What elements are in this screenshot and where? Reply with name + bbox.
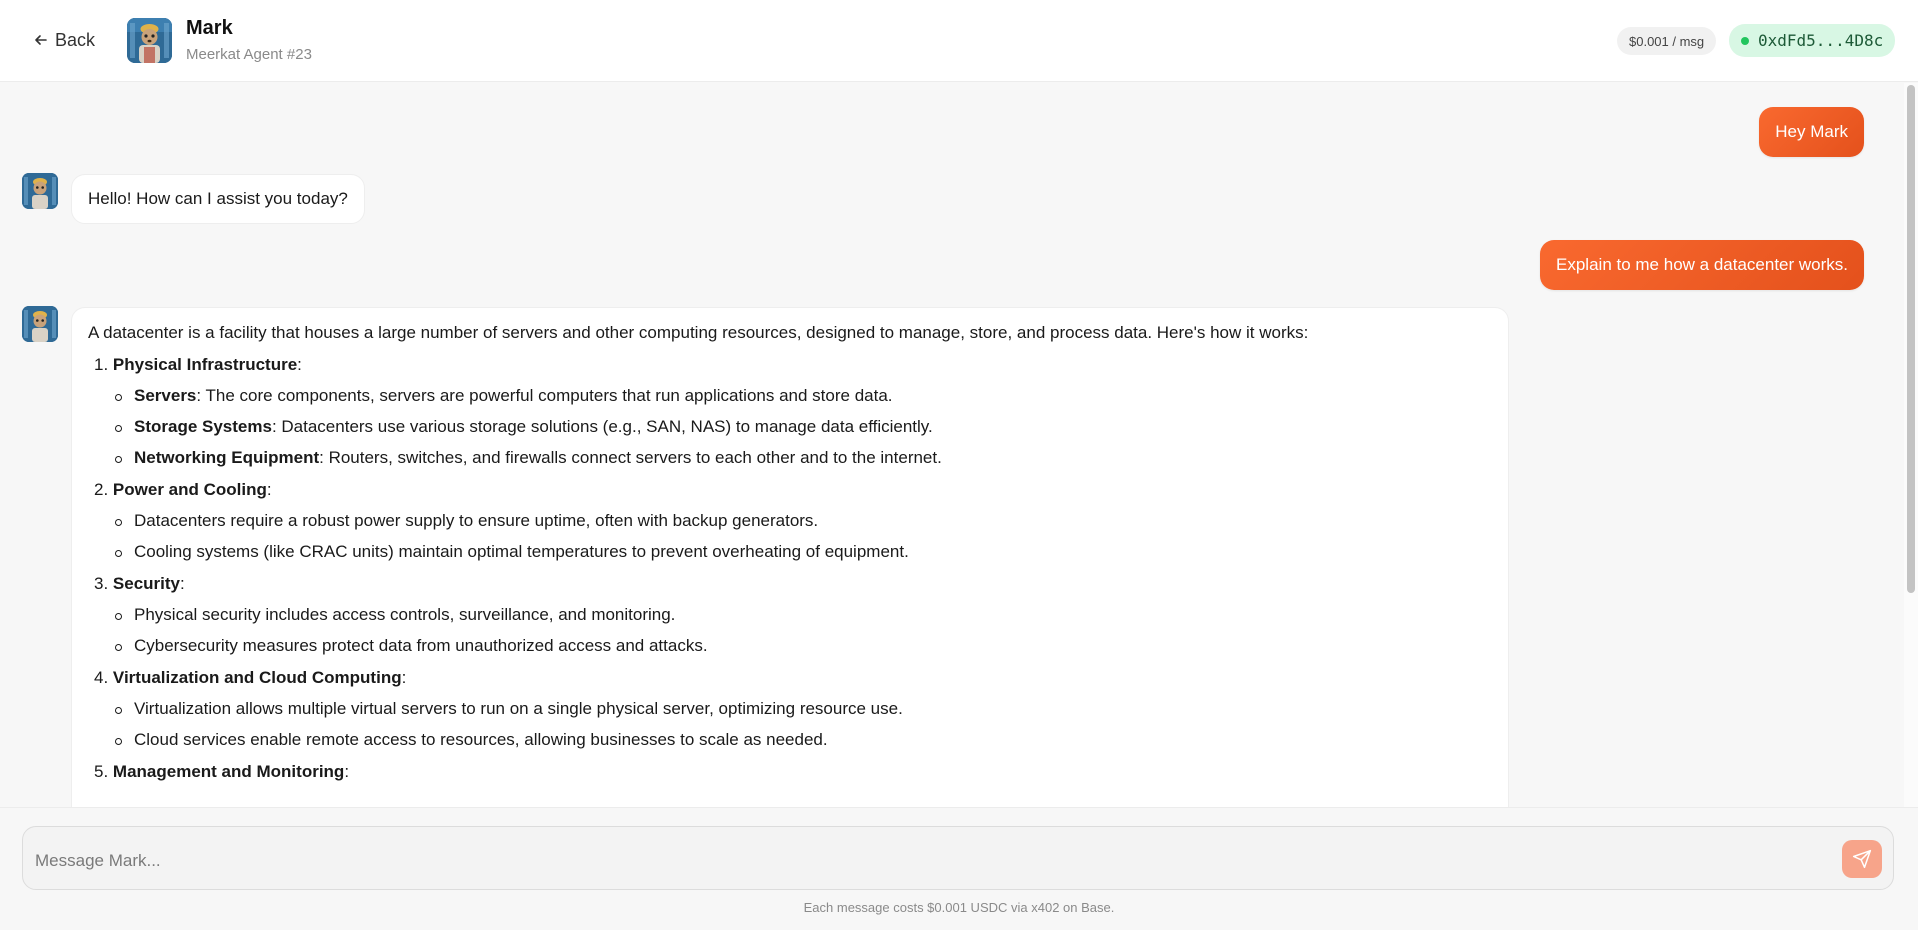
- answer-sections: [88, 354, 1492, 783]
- bot-message-text: Hello! How can I assist you today?: [88, 189, 348, 208]
- bot-message-long: [71, 307, 1509, 807]
- wallet-address: 0xdFd5...4D8c: [1758, 31, 1884, 50]
- section-bullets: [88, 385, 1492, 469]
- agent-name: Mark: [186, 17, 233, 39]
- status-dot-icon: [1741, 37, 1749, 45]
- section-bullets: [88, 510, 1492, 563]
- back-label: Back: [55, 29, 96, 50]
- answer-section: [88, 667, 1492, 751]
- bullet-item: [115, 447, 1492, 469]
- section-heading: Security: [112, 574, 181, 593]
- bullet-item: [115, 541, 1492, 563]
- bullet-item: [115, 385, 1492, 407]
- bot-avatar: [22, 173, 58, 209]
- section-title: 2. Power and Cooling:: [94, 480, 272, 499]
- section-number: 1.: [94, 355, 109, 374]
- price-badge: $0.001 / msg: [1617, 27, 1716, 55]
- bullet-text: Cloud services enable remote access to resources, allowing businesses to scale as needed.: [134, 730, 828, 749]
- section-bullets: [88, 698, 1492, 751]
- arrow-left-icon: [33, 32, 49, 48]
- bot-avatar: [22, 306, 58, 342]
- section-heading: Management and Monitoring: [112, 762, 345, 781]
- answer-section: [88, 479, 1492, 563]
- bullet-term: Storage Systems: [134, 417, 272, 436]
- bullet-text: Cooling systems (like CRAC units) maintain optimal temperatures to prevent overheating of equipment.: [134, 542, 909, 561]
- chat-header: [0, 0, 1918, 82]
- section-title: 4. Virtualization and Cloud Computing:: [94, 668, 407, 687]
- answer-section: [88, 573, 1492, 657]
- composer-area: [0, 807, 1918, 930]
- bullet-text: Virtualization allows multiple virtual servers to run on a single physical server, optimizing resource use.: [134, 699, 903, 718]
- bullet-term: Networking Equipment: [134, 448, 320, 467]
- bullet-text: : Routers, switches, and firewalls connect servers to each other and to the internet.: [319, 448, 942, 467]
- agent-avatar: [127, 18, 172, 63]
- answer-section: [88, 761, 1492, 783]
- section-heading: Physical Infrastructure: [112, 355, 298, 374]
- section-title: 3. Security:: [94, 574, 185, 593]
- bullet-text: Cybersecurity measures protect data from unauthorized access and attacks.: [134, 636, 708, 655]
- answer-section: [88, 354, 1492, 469]
- back-button[interactable]: [33, 28, 95, 52]
- bullet-text: : Datacenters use various storage solutions (e.g., SAN, NAS) to manage data efficiently.: [271, 417, 933, 436]
- message-input[interactable]: [35, 847, 1815, 875]
- section-number: 4.: [94, 668, 109, 687]
- section-title: 1. Physical Infrastructure:: [94, 355, 302, 374]
- bullet-term: Servers: [134, 386, 197, 405]
- bullet-item: [115, 698, 1492, 720]
- scrollbar-thumb[interactable]: [1907, 85, 1915, 593]
- message-composer: [22, 826, 1894, 890]
- bullet-item: [115, 510, 1492, 532]
- section-number: 5.: [94, 762, 109, 781]
- bullet-item: [115, 416, 1492, 438]
- send-button[interactable]: [1842, 840, 1882, 878]
- agent-subtitle: Meerkat Agent #23: [186, 46, 312, 63]
- bot-message: [71, 174, 365, 224]
- section-bullets: [88, 604, 1492, 657]
- answer-intro: A datacenter is a facility that houses a large number of servers and other computing resources, designed to manage, store, and process data. Here's how it works:: [88, 323, 1309, 342]
- section-heading: Virtualization and Cloud Computing: [112, 668, 402, 687]
- bullet-text: Datacenters require a robust power supply to ensure uptime, often with backup generators.: [134, 511, 819, 530]
- send-icon: [1852, 849, 1872, 869]
- section-number: 3.: [94, 574, 109, 593]
- bullet-text: Physical security includes access controls, surveillance, and monitoring.: [134, 605, 676, 624]
- user-message: Hey Mark: [1759, 107, 1864, 157]
- section-heading: Power and Cooling: [112, 480, 267, 499]
- user-message: Explain to me how a datacenter works.: [1540, 240, 1864, 290]
- bullet-item: [115, 635, 1492, 657]
- section-number: 2.: [94, 480, 109, 499]
- bullet-text: : The core components, servers are powerful computers that run applications and store data.: [196, 386, 893, 405]
- section-title: 5. Management and Monitoring:: [94, 762, 350, 781]
- message-list[interactable]: [0, 83, 1904, 807]
- wallet-address-badge[interactable]: [1729, 24, 1895, 57]
- cost-footer-note: Each message costs $0.001 USDC via x402 on Base.: [803, 900, 1115, 915]
- bullet-item: [115, 604, 1492, 626]
- bullet-item: [115, 729, 1492, 751]
